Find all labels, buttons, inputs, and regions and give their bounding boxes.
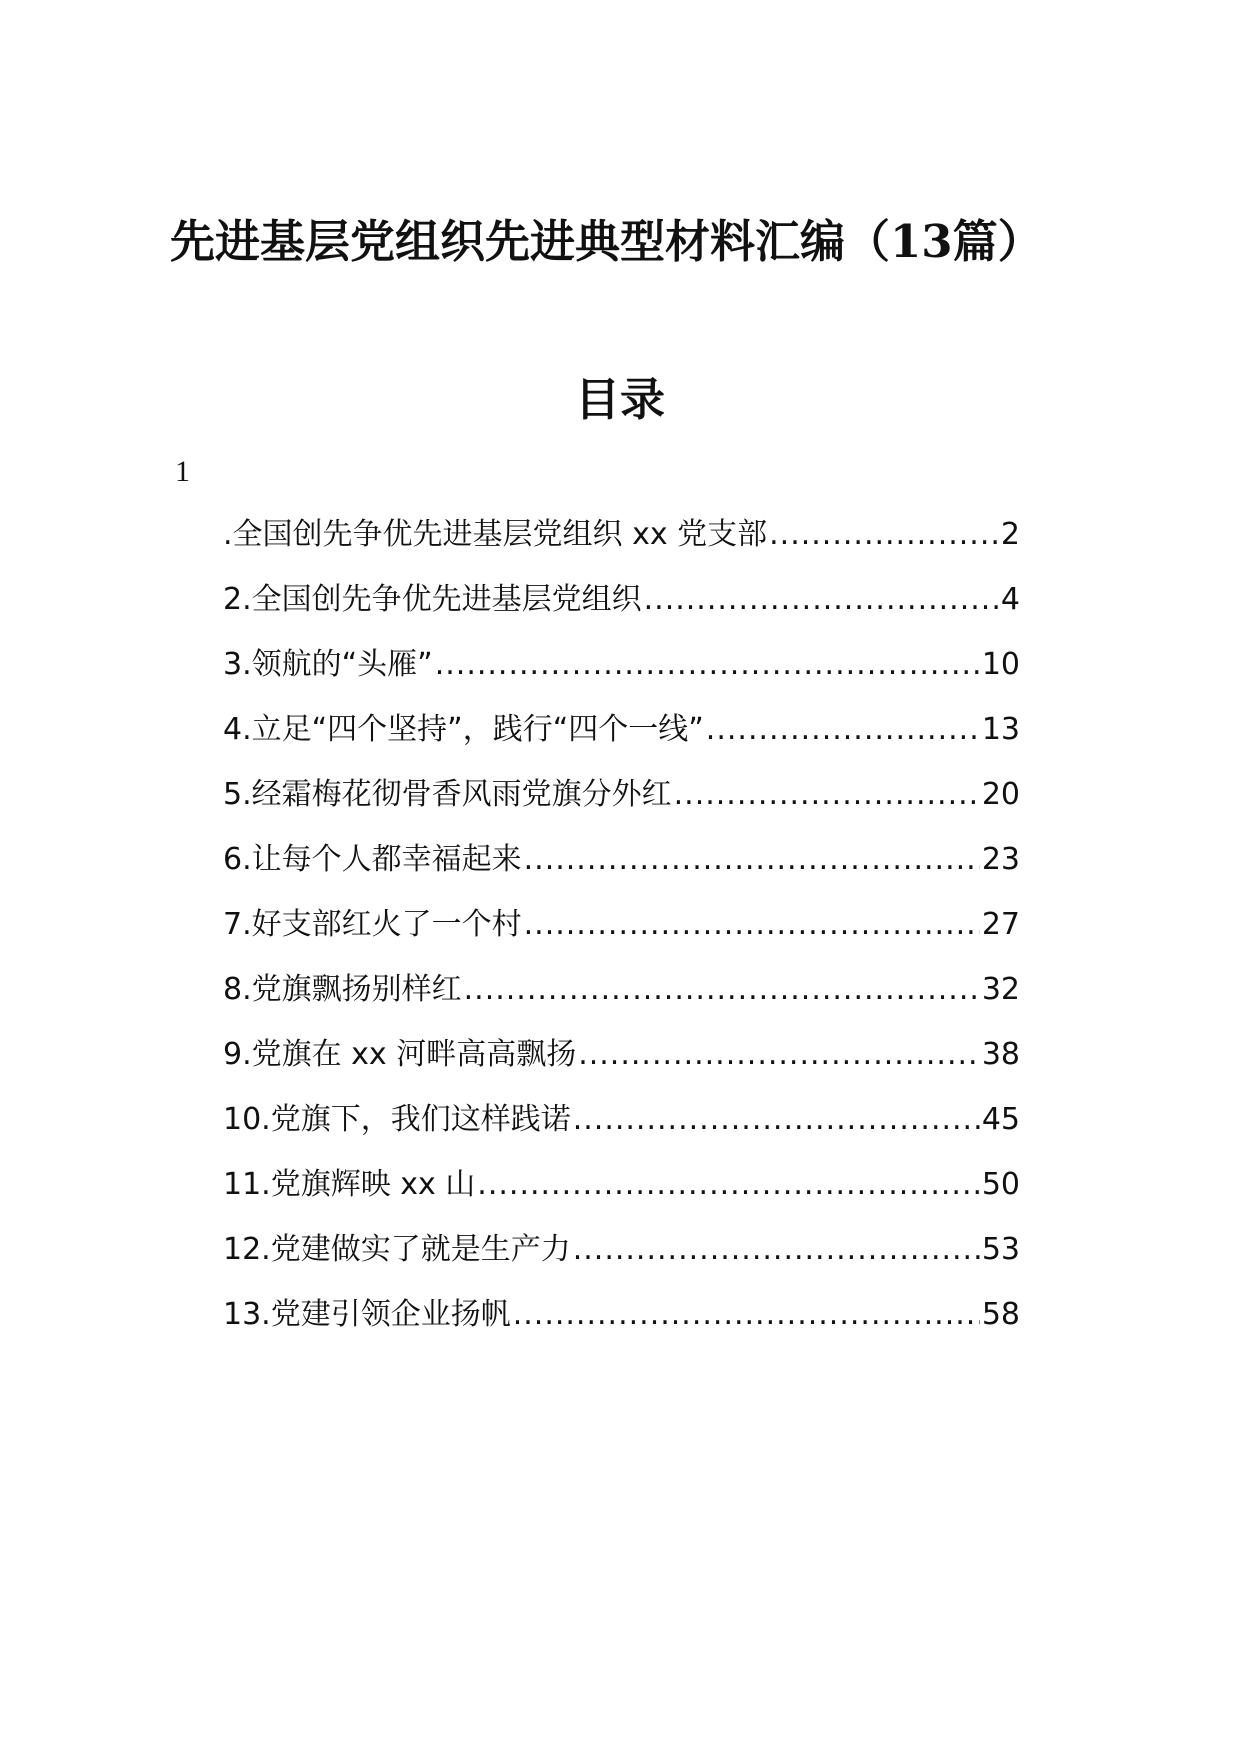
toc-entry-leader xyxy=(524,900,980,950)
toc-entry-page: 20 xyxy=(981,777,1020,812)
toc-entry-title: .全国创先争优先进基层党组织 xx 党支部 xyxy=(223,517,768,552)
toc-entry[interactable] xyxy=(223,575,1020,640)
toc-entry-leader xyxy=(464,965,980,1015)
toc-entry-leader xyxy=(513,1290,980,1340)
toc-entry-page: 58 xyxy=(981,1297,1020,1332)
toc-entry[interactable] xyxy=(223,1030,1020,1095)
toc-entry-page: 53 xyxy=(981,1232,1020,1267)
toc-entry-title: 12.党建做实了就是生产力 xyxy=(223,1232,571,1267)
toc-entry[interactable] xyxy=(223,770,1020,835)
toc-entry[interactable] xyxy=(223,510,1020,575)
toc-entry[interactable] xyxy=(223,965,1020,1030)
toc-entry[interactable] xyxy=(223,1225,1020,1290)
toc-entry-page: 4 xyxy=(1000,582,1020,617)
toc-entry-page: 2 xyxy=(1000,517,1020,552)
page-number-marker: 1 xyxy=(175,455,190,488)
toc-entry-title: 13.党建引领企业扬帆 xyxy=(223,1297,511,1332)
toc-entry[interactable] xyxy=(223,835,1020,900)
toc-entry-title: 5.经霜梅花彻骨香风雨党旗分外红 xyxy=(223,777,672,812)
toc-entry[interactable] xyxy=(223,1160,1020,1225)
toc-entry-page: 23 xyxy=(981,842,1020,877)
toc-entry-leader xyxy=(477,1160,980,1210)
toc-entry-page: 32 xyxy=(981,972,1020,1007)
toc-entry-title: 4.立足“四个坚持”，践行“四个一线” xyxy=(223,712,704,747)
toc-entry-leader xyxy=(674,770,980,820)
toc-entry-title: 9.党旗在 xx 河畔高高飘扬 xyxy=(223,1037,577,1072)
toc-entry-leader xyxy=(435,640,980,690)
toc-entry-title: 10.党旗下，我们这样践诺 xyxy=(223,1102,571,1137)
toc-entry-page: 10 xyxy=(981,647,1020,682)
toc-entry-page: 50 xyxy=(981,1167,1020,1202)
document-title: 先进基层党组织先进典型材料汇编（13篇） xyxy=(170,215,1043,268)
toc-entry-title: 7.好支部红火了一个村 xyxy=(223,907,522,942)
toc-entry-page: 45 xyxy=(981,1102,1020,1137)
toc-entry-page: 38 xyxy=(981,1037,1020,1072)
toc-entry-leader xyxy=(573,1225,980,1275)
toc-entry[interactable] xyxy=(223,900,1020,965)
toc-entry-leader xyxy=(706,705,980,755)
toc-entry-leader xyxy=(644,575,999,625)
toc-entry-title: 6.让每个人都幸福起来 xyxy=(223,842,522,877)
toc-entry[interactable] xyxy=(223,640,1020,705)
toc-entry-title: 8.党旗飘扬别样红 xyxy=(223,972,462,1007)
toc-entry-title: 11.党旗辉映 xx 山 xyxy=(223,1167,476,1202)
toc-entry-leader xyxy=(524,835,980,885)
toc-entry[interactable] xyxy=(223,1290,1020,1355)
toc-entry[interactable] xyxy=(223,705,1020,770)
toc-entry-page: 13 xyxy=(981,712,1020,747)
toc-entry-leader xyxy=(573,1095,980,1145)
toc-entry-page: 27 xyxy=(981,907,1020,942)
toc-entry-leader xyxy=(578,1030,980,1080)
toc-entry[interactable] xyxy=(223,1095,1020,1160)
toc-entry-title: 3.领航的“头雁” xyxy=(223,647,433,682)
toc-entry-title: 2.全国创先争优先进基层党组织 xyxy=(223,582,642,617)
toc-entry-leader xyxy=(769,510,999,560)
table-of-contents xyxy=(223,510,1020,1355)
toc-heading: 目录 xyxy=(574,373,665,426)
